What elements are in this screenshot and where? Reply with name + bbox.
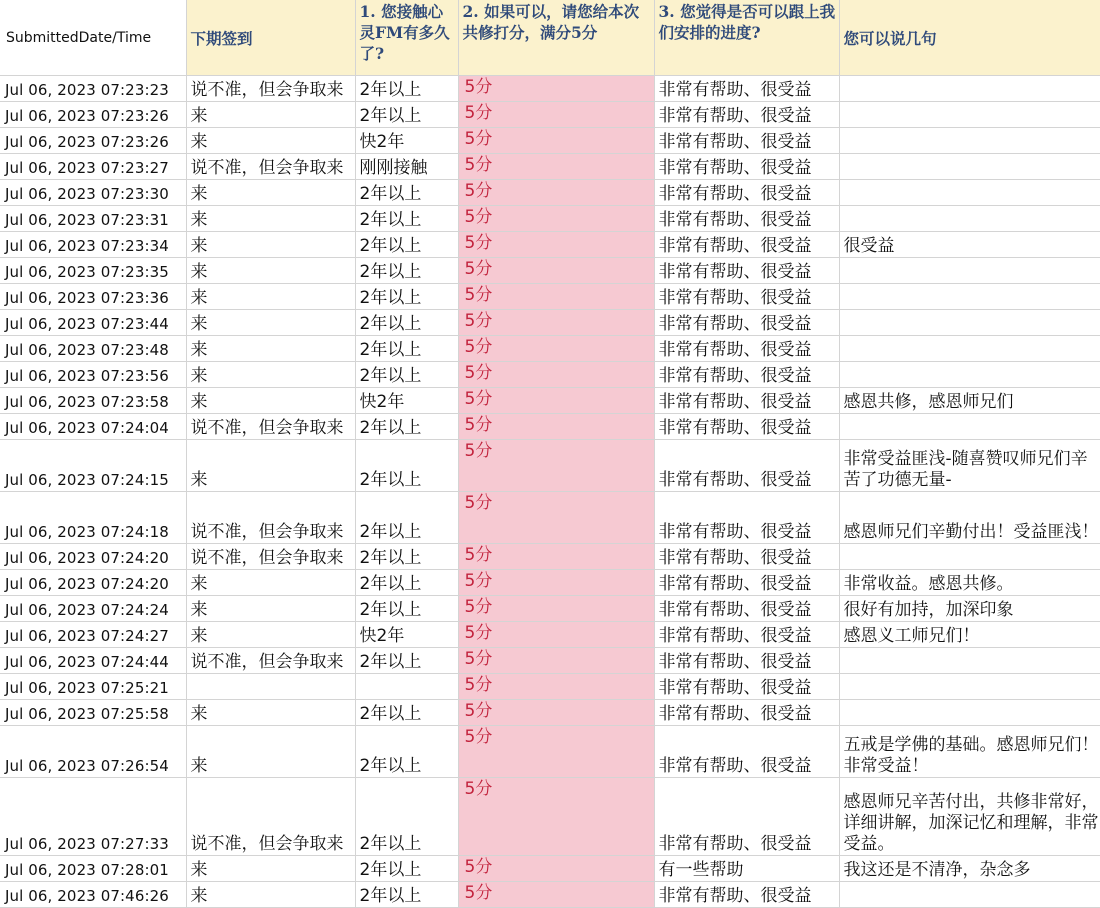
- cell-next-signin[interactable]: 来: [186, 700, 355, 726]
- cell-submitted-date[interactable]: Jul 06, 2023 07:24:18: [0, 492, 186, 544]
- cell-next-signin[interactable]: 来: [186, 570, 355, 596]
- cell-next-signin[interactable]: 来: [186, 596, 355, 622]
- cell-contact-duration[interactable]: 2年以上: [355, 570, 458, 596]
- cell-progress[interactable]: 非常有帮助、很受益: [654, 232, 839, 258]
- cell-comment[interactable]: [839, 76, 1100, 102]
- cell-contact-duration[interactable]: 2年以上: [355, 76, 458, 102]
- table-row: [0, 440, 1100, 492]
- table-row: [0, 102, 1100, 128]
- cell-comment[interactable]: [839, 128, 1100, 154]
- cell-progress[interactable]: 非常有帮助、很受益: [654, 310, 839, 336]
- cell-score[interactable]: 5分: [458, 544, 654, 570]
- cell-submitted-date[interactable]: Jul 06, 2023 07:24:24: [0, 596, 186, 622]
- table-row: [0, 622, 1100, 648]
- cell-progress[interactable]: 非常有帮助、很受益: [654, 336, 839, 362]
- cell-comment[interactable]: 感恩义工师兄们！: [839, 622, 1100, 648]
- cell-submitted-date[interactable]: Jul 06, 2023 07:28:01: [0, 856, 186, 882]
- cell-comment[interactable]: [839, 648, 1100, 674]
- cell-submitted-date[interactable]: Jul 06, 2023 07:24:20: [0, 544, 186, 570]
- cell-next-signin[interactable]: 说不准，但会争取来: [186, 414, 355, 440]
- cell-submitted-date[interactable]: Jul 06, 2023 07:23:27: [0, 154, 186, 180]
- cell-submitted-date[interactable]: Jul 06, 2023 07:23:23: [0, 76, 186, 102]
- cell-progress[interactable]: 非常有帮助、很受益: [654, 570, 839, 596]
- cell-score[interactable]: 5分: [458, 440, 654, 492]
- cell-score[interactable]: 5分: [458, 362, 654, 388]
- cell-contact-duration[interactable]: 2年以上: [355, 544, 458, 570]
- cell-contact-duration[interactable]: 2年以上: [355, 856, 458, 882]
- cell-score[interactable]: 5分: [458, 596, 654, 622]
- cell-score[interactable]: 5分: [458, 882, 654, 908]
- cell-contact-duration[interactable]: 2年以上: [355, 414, 458, 440]
- cell-comment[interactable]: [839, 154, 1100, 180]
- table-row: [0, 882, 1100, 908]
- table-row: [0, 544, 1100, 570]
- cell-contact-duration[interactable]: 2年以上: [355, 596, 458, 622]
- cell-comment[interactable]: 非常受益匪浅-随喜赞叹师兄们辛苦了功德无量-: [839, 440, 1100, 492]
- header-date[interactable]: SubmittedDate/Time: [0, 0, 186, 76]
- cell-next-signin[interactable]: 来: [186, 258, 355, 284]
- cell-contact-duration[interactable]: 2年以上: [355, 492, 458, 544]
- cell-score[interactable]: 5分: [458, 180, 654, 206]
- cell-submitted-date[interactable]: Jul 06, 2023 07:46:26: [0, 882, 186, 908]
- cell-contact-duration[interactable]: 2年以上: [355, 336, 458, 362]
- table-row: [0, 232, 1100, 258]
- cell-progress[interactable]: 非常有帮助、很受益: [654, 180, 839, 206]
- cell-next-signin[interactable]: 来: [186, 362, 355, 388]
- cell-progress[interactable]: 非常有帮助、很受益: [654, 674, 839, 700]
- table-row: [0, 414, 1100, 440]
- table-row: [0, 76, 1100, 102]
- cell-next-signin[interactable]: 来: [186, 882, 355, 908]
- cell-submitted-date[interactable]: Jul 06, 2023 07:23:56: [0, 362, 186, 388]
- cell-comment[interactable]: 很好有加持，加深印象: [839, 596, 1100, 622]
- cell-contact-duration[interactable]: 2年以上: [355, 648, 458, 674]
- cell-comment[interactable]: 五戒是学佛的基础。感恩师兄们！非常受益！: [839, 726, 1100, 778]
- table-row: [0, 700, 1100, 726]
- cell-next-signin[interactable]: [186, 674, 355, 700]
- cell-progress[interactable]: 非常有帮助、很受益: [654, 492, 839, 544]
- cell-comment[interactable]: [839, 310, 1100, 336]
- cell-score[interactable]: 5分: [458, 778, 654, 856]
- cell-contact-duration[interactable]: 2年以上: [355, 726, 458, 778]
- table-row: [0, 856, 1100, 882]
- cell-comment[interactable]: [839, 284, 1100, 310]
- cell-score[interactable]: 5分: [458, 154, 654, 180]
- cell-progress[interactable]: 非常有帮助、很受益: [654, 102, 839, 128]
- cell-comment[interactable]: [839, 258, 1100, 284]
- cell-next-signin[interactable]: 说不准，但会争取来: [186, 648, 355, 674]
- cell-contact-duration[interactable]: 2年以上: [355, 232, 458, 258]
- cell-progress[interactable]: 非常有帮助、很受益: [654, 726, 839, 778]
- cell-next-signin[interactable]: 来: [186, 388, 355, 414]
- cell-submitted-date[interactable]: Jul 06, 2023 07:23:34: [0, 232, 186, 258]
- cell-submitted-date[interactable]: Jul 06, 2023 07:23:26: [0, 128, 186, 154]
- cell-score[interactable]: 5分: [458, 674, 654, 700]
- header-progress[interactable]: 3. 您觉得是否可以跟上我们安排的进度?: [654, 0, 839, 76]
- cell-contact-duration[interactable]: 2年以上: [355, 778, 458, 856]
- cell-submitted-date[interactable]: Jul 06, 2023 07:24:27: [0, 622, 186, 648]
- cell-next-signin[interactable]: 来: [186, 622, 355, 648]
- cell-contact-duration[interactable]: 2年以上: [355, 180, 458, 206]
- cell-contact-duration[interactable]: 2年以上: [355, 700, 458, 726]
- cell-progress[interactable]: 非常有帮助、很受益: [654, 76, 839, 102]
- cell-next-signin[interactable]: 说不准，但会争取来: [186, 544, 355, 570]
- cell-score[interactable]: 5分: [458, 492, 654, 544]
- cell-comment[interactable]: 非常收益。感恩共修。: [839, 570, 1100, 596]
- cell-contact-duration[interactable]: 快2年: [355, 622, 458, 648]
- cell-comment[interactable]: 感恩共修，感恩师兄们: [839, 388, 1100, 414]
- cell-contact-duration[interactable]: 刚刚接触: [355, 154, 458, 180]
- cell-submitted-date[interactable]: Jul 06, 2023 07:23:30: [0, 180, 186, 206]
- cell-score[interactable]: 5分: [458, 258, 654, 284]
- cell-progress[interactable]: 非常有帮助、很受益: [654, 622, 839, 648]
- cell-submitted-date[interactable]: Jul 06, 2023 07:23:48: [0, 336, 186, 362]
- cell-score[interactable]: 5分: [458, 284, 654, 310]
- cell-submitted-date[interactable]: Jul 06, 2023 07:23:35: [0, 258, 186, 284]
- cell-score[interactable]: 5分: [458, 76, 654, 102]
- cell-comment[interactable]: 我这还是不清净，杂念多: [839, 856, 1100, 882]
- cell-progress[interactable]: 非常有帮助、很受益: [654, 154, 839, 180]
- cell-next-signin[interactable]: 来: [186, 336, 355, 362]
- cell-comment[interactable]: [839, 102, 1100, 128]
- table-row: [0, 206, 1100, 232]
- cell-comment[interactable]: [839, 544, 1100, 570]
- cell-submitted-date[interactable]: Jul 06, 2023 07:24:04: [0, 414, 186, 440]
- table-row: [0, 726, 1100, 778]
- cell-score[interactable]: 5分: [458, 336, 654, 362]
- cell-score[interactable]: 5分: [458, 570, 654, 596]
- cell-score[interactable]: 5分: [458, 232, 654, 258]
- header-contact-duration[interactable]: 1. 您接触心灵FM有多久了?: [355, 0, 458, 76]
- cell-contact-duration[interactable]: 快2年: [355, 128, 458, 154]
- cell-progress[interactable]: 非常有帮助、很受益: [654, 206, 839, 232]
- cell-progress[interactable]: 非常有帮助、很受益: [654, 544, 839, 570]
- cell-comment[interactable]: [839, 180, 1100, 206]
- cell-submitted-date[interactable]: Jul 06, 2023 07:25:21: [0, 674, 186, 700]
- cell-progress[interactable]: 非常有帮助、很受益: [654, 414, 839, 440]
- cell-progress[interactable]: 非常有帮助、很受益: [654, 648, 839, 674]
- table-row: [0, 674, 1100, 700]
- cell-comment[interactable]: [839, 414, 1100, 440]
- cell-contact-duration[interactable]: 2年以上: [355, 284, 458, 310]
- cell-comment[interactable]: 很受益: [839, 232, 1100, 258]
- cell-next-signin[interactable]: 来: [186, 206, 355, 232]
- cell-next-signin[interactable]: 说不准，但会争取来: [186, 154, 355, 180]
- cell-score[interactable]: 5分: [458, 700, 654, 726]
- cell-next-signin[interactable]: 来: [186, 102, 355, 128]
- cell-comment[interactable]: [839, 700, 1100, 726]
- cell-score[interactable]: 5分: [458, 310, 654, 336]
- cell-progress[interactable]: 非常有帮助、很受益: [654, 700, 839, 726]
- cell-submitted-date[interactable]: Jul 06, 2023 07:24:44: [0, 648, 186, 674]
- cell-contact-duration[interactable]: 2年以上: [355, 882, 458, 908]
- cell-progress[interactable]: 非常有帮助、很受益: [654, 362, 839, 388]
- table-row: [0, 180, 1100, 206]
- table-row: [0, 258, 1100, 284]
- cell-progress[interactable]: 非常有帮助、很受益: [654, 440, 839, 492]
- table-row: [0, 362, 1100, 388]
- cell-contact-duration[interactable]: 2年以上: [355, 362, 458, 388]
- cell-score[interactable]: 5分: [458, 622, 654, 648]
- cell-progress[interactable]: 非常有帮助、很受益: [654, 128, 839, 154]
- table-row: [0, 778, 1100, 856]
- cell-next-signin[interactable]: 来: [186, 726, 355, 778]
- cell-score[interactable]: 5分: [458, 128, 654, 154]
- cell-progress[interactable]: 非常有帮助、很受益: [654, 388, 839, 414]
- cell-contact-duration[interactable]: 2年以上: [355, 258, 458, 284]
- cell-submitted-date[interactable]: Jul 06, 2023 07:27:33: [0, 778, 186, 856]
- table-row: [0, 492, 1100, 544]
- cell-progress[interactable]: 非常有帮助、很受益: [654, 596, 839, 622]
- cell-submitted-date[interactable]: Jul 06, 2023 07:23:58: [0, 388, 186, 414]
- cell-comment[interactable]: [839, 362, 1100, 388]
- cell-next-signin[interactable]: 说不准，但会争取来: [186, 492, 355, 544]
- cell-score[interactable]: 5分: [458, 388, 654, 414]
- table-row: [0, 570, 1100, 596]
- cell-next-signin[interactable]: 来: [186, 128, 355, 154]
- table-row: [0, 388, 1100, 414]
- cell-submitted-date[interactable]: Jul 06, 2023 07:26:54: [0, 726, 186, 778]
- cell-progress[interactable]: 有一些帮助: [654, 856, 839, 882]
- cell-next-signin[interactable]: 来: [186, 310, 355, 336]
- cell-contact-duration[interactable]: 2年以上: [355, 102, 458, 128]
- table-row: [0, 284, 1100, 310]
- table-row: [0, 128, 1100, 154]
- cell-comment[interactable]: 感恩师兄们辛勤付出！受益匪浅！: [839, 492, 1100, 544]
- table-row: [0, 336, 1100, 362]
- table-body: [0, 76, 1100, 908]
- cell-progress[interactable]: 非常有帮助、很受益: [654, 284, 839, 310]
- cell-submitted-date[interactable]: Jul 06, 2023 07:23:26: [0, 102, 186, 128]
- table-row: [0, 310, 1100, 336]
- cell-score[interactable]: 5分: [458, 856, 654, 882]
- cell-submitted-date[interactable]: Jul 06, 2023 07:23:44: [0, 310, 186, 336]
- cell-next-signin[interactable]: 说不准，但会争取来: [186, 778, 355, 856]
- cell-progress[interactable]: 非常有帮助、很受益: [654, 882, 839, 908]
- cell-next-signin[interactable]: 来: [186, 440, 355, 492]
- cell-score[interactable]: 5分: [458, 206, 654, 232]
- table-row: [0, 154, 1100, 180]
- cell-submitted-date[interactable]: Jul 06, 2023 07:24:20: [0, 570, 186, 596]
- header-next-signin[interactable]: 下期签到: [186, 0, 355, 76]
- cell-comment[interactable]: [839, 336, 1100, 362]
- cell-progress[interactable]: 非常有帮助、很受益: [654, 258, 839, 284]
- cell-next-signin[interactable]: 来: [186, 284, 355, 310]
- cell-next-signin[interactable]: 来: [186, 232, 355, 258]
- cell-next-signin[interactable]: 说不准，但会争取来: [186, 76, 355, 102]
- table-row: [0, 596, 1100, 622]
- cell-contact-duration[interactable]: [355, 674, 458, 700]
- header-comments[interactable]: 您可以说几句: [839, 0, 1100, 76]
- table-row: [0, 648, 1100, 674]
- cell-next-signin[interactable]: 来: [186, 180, 355, 206]
- cell-score[interactable]: 5分: [458, 414, 654, 440]
- cell-score[interactable]: 5分: [458, 648, 654, 674]
- header-row: [0, 0, 1100, 76]
- cell-submitted-date[interactable]: Jul 06, 2023 07:23:31: [0, 206, 186, 232]
- cell-comment[interactable]: [839, 882, 1100, 908]
- cell-contact-duration[interactable]: 2年以上: [355, 310, 458, 336]
- cell-next-signin[interactable]: 来: [186, 856, 355, 882]
- cell-comment[interactable]: 感恩师兄辛苦付出，共修非常好，详细讲解，加深记忆和理解，非常受益。: [839, 778, 1100, 856]
- cell-score[interactable]: 5分: [458, 102, 654, 128]
- cell-comment[interactable]: [839, 206, 1100, 232]
- cell-contact-duration[interactable]: 快2年: [355, 388, 458, 414]
- cell-progress[interactable]: 非常有帮助、很受益: [654, 778, 839, 856]
- cell-score[interactable]: 5分: [458, 726, 654, 778]
- cell-comment[interactable]: [839, 674, 1100, 700]
- header-score[interactable]: 2. 如果可以，请您给本次共修打分，满分5分: [458, 0, 654, 76]
- cell-submitted-date[interactable]: Jul 06, 2023 07:23:36: [0, 284, 186, 310]
- cell-contact-duration[interactable]: 2年以上: [355, 206, 458, 232]
- cell-submitted-date[interactable]: Jul 06, 2023 07:25:58: [0, 700, 186, 726]
- cell-contact-duration[interactable]: 2年以上: [355, 440, 458, 492]
- cell-submitted-date[interactable]: Jul 06, 2023 07:24:15: [0, 440, 186, 492]
